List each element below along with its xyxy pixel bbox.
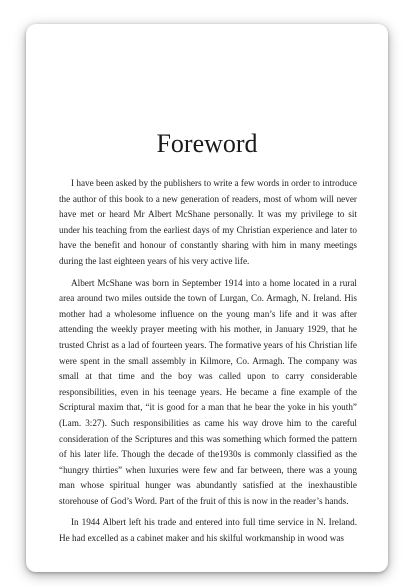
book-page — [26, 24, 388, 572]
body-text — [59, 176, 357, 553]
paragraph-1: I have been asked by the publishers to write a few words in order to introduce the author of this book to a new generation of readers, most of whom will never have met or heard Mr Albert McShane personally. It was my privilege to sit under his teaching from the earliest days of my Christian experience and later to have the benefit and honour of constantly sharing with him in many meetings during the last eighteen years of his very active life. — [59, 178, 358, 266]
page-title: Foreword — [156, 129, 258, 158]
paragraph-2: Albert McShane was born in September 1914 into a home located in a rural area around two miles outside the town of Lurgan, Co. Armagh, N. Ireland. His mother had a wholesome influence on the young man’s life and it was after attending the weekly prayer meeting with his mother, in January 1929, that he trusted Christ as a lad of fourteen years. The formative years of his Christian life were spent in the small assembly in Kilmore, Co. Armagh. The company was small at that time and the boy was called upon to carry considerable responsibilities, even in his teenage years. He became a fine example of the Scriptural maxim that, “it is good for a man that he bear the yoke in his youth” (Lam. 3:27). Such responsibilities as came his way drove him to the careful consideration of the Scriptures and this was something which formed the pattern of his later life. Though the decade of the1930s is commonly classified as the “hungry thirties” when luxuries were few and far between, there was a young man whose spiritual hunger was abundantly satisfied at the inexhaustible storehouse of God’s Word. Part of the fruit of this is now in the reader’s hands. — [59, 277, 357, 506]
paragraph-3: In 1944 Albert left his trade and entered into full time service in N. Ireland. He had excelled as a cabinet maker and his skilful workmanship in wood was — [59, 517, 357, 544]
